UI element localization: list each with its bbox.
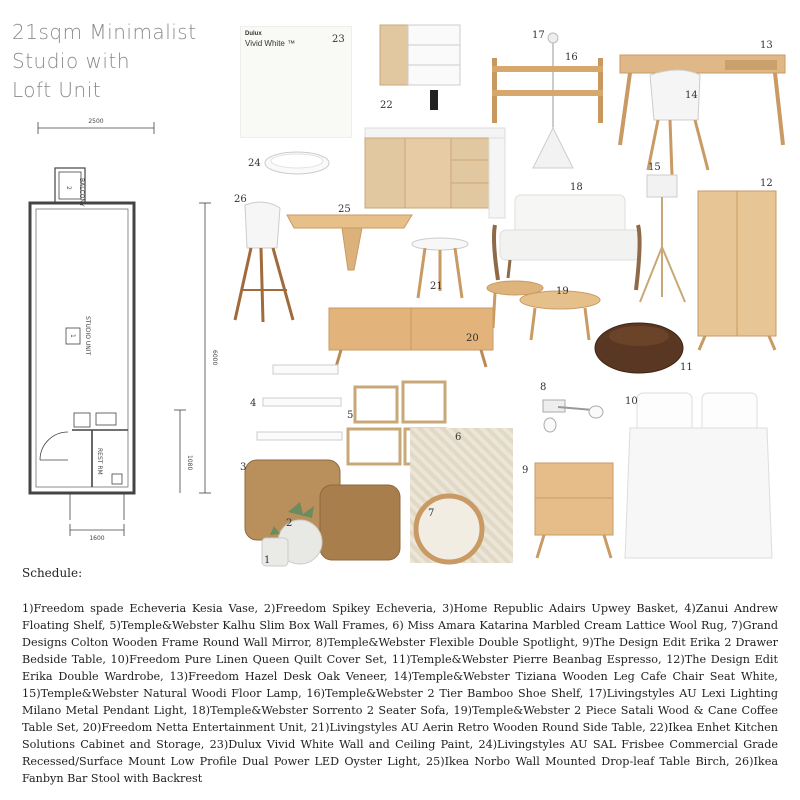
title-line-1: 21sqm Minimalist: [12, 20, 197, 44]
item-number-1: 1: [264, 555, 271, 566]
item-number-16: 16: [565, 52, 578, 63]
cafe-chair-image: [640, 65, 720, 175]
beanbag-image: [592, 316, 687, 374]
schedule-heading: Schedule:: [22, 566, 83, 580]
item-number-10: 10: [625, 396, 638, 407]
item-number-7: 7: [428, 508, 435, 519]
paint-name: Vivid White ™: [245, 39, 296, 48]
item-number-22: 22: [380, 100, 393, 111]
item-number-15: 15: [648, 162, 661, 173]
bed-quilt-image: [622, 388, 774, 566]
plan-studio-num: 1: [69, 334, 76, 338]
wardrobe-image: [695, 188, 780, 353]
item-number-6: 6: [455, 432, 462, 443]
item-number-13: 13: [760, 40, 773, 51]
item-number-26: 26: [234, 194, 247, 205]
floor-lamp-image: [635, 172, 690, 307]
plan-bottom-dim: 1600: [89, 535, 105, 542]
plan-rest-dim: 1080: [186, 455, 193, 471]
drop-leaf-table-image: [282, 210, 417, 275]
item-number-3: 3: [240, 462, 247, 473]
item-number-14: 14: [685, 90, 698, 101]
item-number-2: 2: [286, 518, 293, 529]
double-spotlight-image: [538, 395, 608, 435]
item-number-25: 25: [338, 204, 351, 215]
floating-shelves-image: [255, 360, 345, 445]
item-number-20: 20: [466, 333, 479, 344]
item-number-11: 11: [680, 362, 693, 373]
schedule-text: 1)Freedom spade Echeveria Kesia Vase, 2)Freedom Spikey Echeveria, 3)Home Republic Adairs Upwey Basket, 4)Zanui Andrew Floating Shelf, 5)Temple&Webster Kalhu Slim Box Wall Frames, 6) Miss Amara Katarina Marbled Cream Lattice Wool Rug, 7)Grand Designs Colton Wooden Frame Round Wall Mirror, 8)Temple&Webster Flexible Double Spotlight, 9)The Design Edit Erika 2 Drawer Bedside Table, 10)Freedom Pure Linen Queen Quilt Cover Set, 11)Temple&Webster Pierre Beanbag Espresso, 12)The Design Edit Erika Double Wardrobe, 13)Freedom Hazel Desk Oak Veneer, 14)Temple&Webster Tiziana Wooden Leg Cafe Chair Seat White, 15)Temple&Webster Natural Woodi Floor Lamp, 16)Temple&Webster 2 Tier Bamboo Shoe Shelf, 17)Livingstyles AU Lexi Lighting Milano Metal Pendant Light, 18)Temple&Webster Sorrento 2 Seater Sofa, 19)Temple&Webster 2 Piece Satali Wood & Cane Coffee Table Set, 20)Freedom Netta Entertainment Unit, 21)Livingstyles AU Aerin Retro Wooden Round Side Table, 22)Ikea Enhet Kitchen Solutions Cabinet and Storage, 23)Dulux Vivid White Wall and Ceiling Paint, 24)Livingstyles AU SAL Frisbee Commercial Grade Recessed/Surface Mount Low Profile Dual Power LED Oyster Light, 25)Ikea Norbo Wall Mounted Drop-leaf Table Birch, 26)Ikea Fanbyn Bar Stool with Backrest: [22, 602, 778, 785]
item-number-12: 12: [760, 178, 773, 189]
item-number-18: 18: [570, 182, 583, 193]
plan-rest-label: REST RM: [96, 448, 103, 475]
item-number-23: 23: [332, 34, 345, 45]
oyster-light-image: [262, 148, 332, 178]
title-line-2: Studio with: [12, 49, 130, 73]
plan-height-dim: 6000: [211, 350, 218, 366]
title-line-3: Loft Unit: [12, 78, 102, 102]
plan-width-dim: 2500: [88, 118, 104, 125]
plan-balcony-num: 2: [65, 186, 72, 190]
item-number-4: 4: [250, 398, 257, 409]
item-number-8: 8: [540, 382, 547, 393]
round-mirror-image: [412, 492, 487, 567]
plan-studio-label: STUDIO UNIT: [84, 316, 91, 356]
bedside-table-image: [532, 460, 617, 560]
kitchen-cabinet-image: [370, 20, 500, 230]
item-number-24: 24: [248, 158, 261, 169]
coffee-table-set-image: [485, 278, 605, 348]
item-number-17: 17: [532, 30, 545, 41]
item-number-19: 19: [556, 286, 569, 297]
plan-balcony-label: BALCONY: [78, 178, 85, 207]
item-number-5: 5: [347, 410, 354, 421]
shoe-shelf-image: [490, 48, 610, 128]
paint-brand: Dulux: [245, 31, 262, 37]
item-number-9: 9: [522, 465, 529, 476]
item-number-21: 21: [430, 281, 443, 292]
